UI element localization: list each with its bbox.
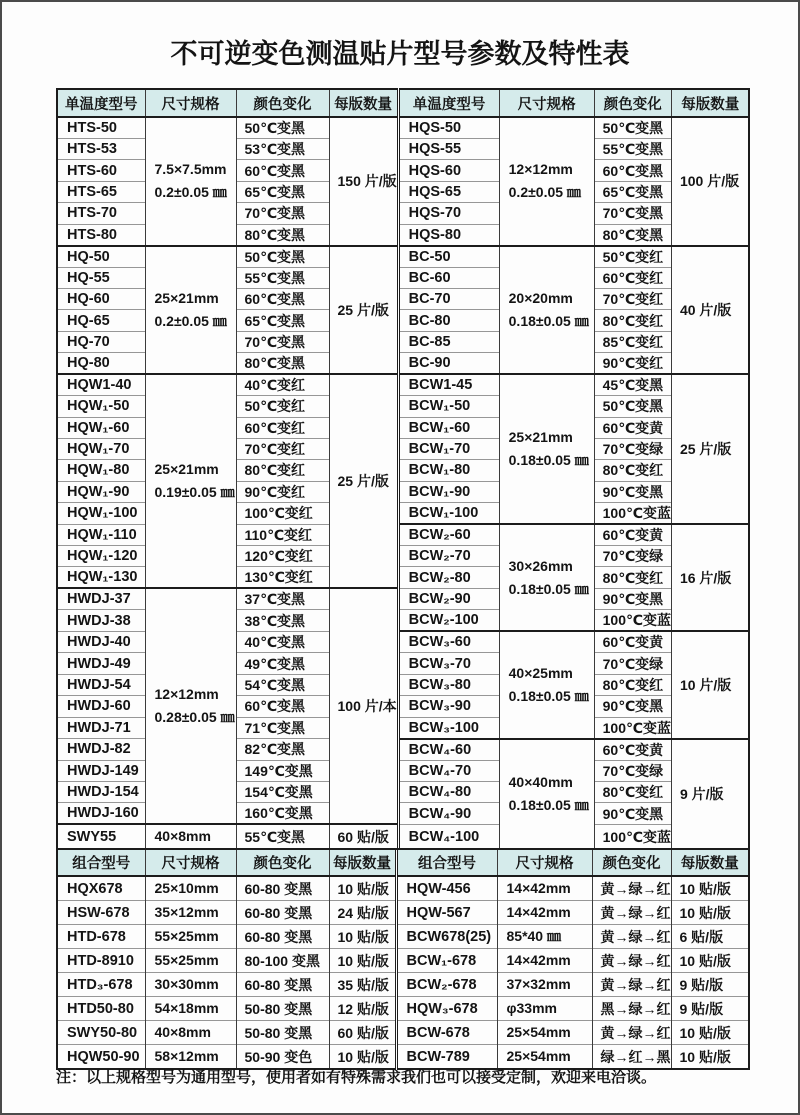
model-cell: SWY50-80	[57, 1021, 145, 1045]
size-cell: 14×42mm	[497, 876, 592, 901]
model-cell: HQW₁-130	[57, 567, 145, 589]
model-cell: HWDJ-49	[57, 653, 145, 674]
model-cell: HTS-50	[57, 117, 145, 139]
column-header: 单温度型号	[57, 89, 145, 117]
qty-cell: 10 贴/版	[329, 1045, 396, 1070]
qty-cell: 10 贴/版	[671, 1021, 749, 1045]
size-cell: 25×21mm 0.18±0.05 ㎜	[499, 374, 594, 524]
model-cell: BCW678(25)	[396, 925, 497, 949]
color-cell: 65℃变黑	[236, 181, 329, 202]
color-cell: 黄→绿→红	[592, 876, 671, 901]
size-cell: 20×20mm 0.18±0.05 ㎜	[499, 246, 594, 375]
size-cell: 25×10mm	[145, 876, 236, 901]
model-cell: BC-85	[398, 331, 499, 352]
model-cell: BCW₄-90	[398, 803, 499, 825]
model-cell: HTD-678	[57, 925, 145, 949]
model-cell: BCW1-45	[398, 374, 499, 396]
model-cell: HQX678	[57, 876, 145, 901]
column-header: 组合型号	[396, 849, 497, 876]
qty-cell: 12 贴/版	[329, 997, 396, 1021]
model-cell: BCW₃-80	[398, 674, 499, 695]
color-cell: 黄→绿→红	[592, 925, 671, 949]
color-cell: 40℃变黑	[236, 631, 329, 653]
color-cell: 38℃变黑	[236, 610, 329, 632]
color-cell: 54℃变黑	[236, 674, 329, 695]
qty-cell: 25 片/版	[329, 374, 398, 588]
model-cell: HTS-70	[57, 203, 145, 224]
color-cell: 110℃变红	[236, 524, 329, 546]
color-cell: 80℃变红	[594, 567, 671, 589]
model-cell: HQW1-40	[57, 374, 145, 396]
size-cell: 25×21mm 0.19±0.05 ㎜	[145, 374, 236, 588]
model-cell: HWDJ-160	[57, 803, 145, 825]
column-header: 单温度型号	[398, 89, 499, 117]
color-cell: 70℃变红	[236, 438, 329, 459]
color-cell: 130℃变红	[236, 567, 329, 589]
color-cell: 60℃变黄	[594, 417, 671, 438]
table-row	[57, 246, 749, 268]
color-cell: 55℃变黑	[236, 824, 329, 849]
model-cell: HTD50-80	[57, 997, 145, 1021]
size-cell: 55×25mm	[145, 925, 236, 949]
color-cell: 154℃变黑	[236, 782, 329, 803]
model-cell: BCW₄-100	[398, 824, 499, 849]
qty-cell: 24 贴/版	[329, 901, 396, 925]
color-cell: 50℃变黑	[236, 117, 329, 139]
model-cell: BCW₂-70	[398, 546, 499, 567]
tables-wrapper	[56, 88, 750, 1070]
model-cell: HQS-55	[398, 139, 499, 160]
column-header: 尺寸规格	[497, 849, 592, 876]
model-cell: HTS-60	[57, 160, 145, 181]
color-cell: 60℃变黄	[594, 631, 671, 653]
single-header-row	[57, 89, 749, 117]
model-cell: HQ-70	[57, 331, 145, 352]
color-cell: 50℃变红	[236, 396, 329, 417]
table-row	[57, 973, 749, 997]
qty-cell: 60 贴/版	[329, 1021, 396, 1045]
model-cell: BCW₂-80	[398, 567, 499, 589]
color-cell: 60℃变红	[236, 417, 329, 438]
model-cell: HQW-567	[396, 901, 497, 925]
size-cell: 14×42mm	[497, 901, 592, 925]
model-cell: HTD-8910	[57, 949, 145, 973]
model-cell: BCW₂-90	[398, 588, 499, 610]
table-row	[57, 949, 749, 973]
qty-cell: 10 贴/版	[671, 901, 749, 925]
size-cell: 7.5×7.5mm 0.2±0.05 ㎜	[145, 117, 236, 246]
color-cell: 55℃变黑	[594, 139, 671, 160]
color-cell: 黄→绿→红	[592, 973, 671, 997]
model-cell: BCW₁-90	[398, 481, 499, 502]
size-cell: 40×40mm 0.18±0.05 ㎜	[499, 739, 594, 850]
model-cell: BCW₁-60	[398, 417, 499, 438]
model-cell: HQ-65	[57, 310, 145, 331]
size-cell: 55×25mm	[145, 949, 236, 973]
color-cell: 70℃变黑	[594, 203, 671, 224]
model-cell: HQW-456	[396, 876, 497, 901]
color-cell: 45℃变黑	[594, 374, 671, 396]
model-cell: HWDJ-154	[57, 782, 145, 803]
color-cell: 80℃变红	[594, 674, 671, 695]
table-row	[57, 374, 749, 396]
column-header: 颜色变化	[594, 89, 671, 117]
color-cell: 90℃变黑	[594, 481, 671, 502]
qty-cell: 10 贴/版	[671, 876, 749, 901]
model-cell: HWDJ-37	[57, 588, 145, 610]
model-cell: BC-70	[398, 288, 499, 309]
column-header: 颜色变化	[592, 849, 671, 876]
color-cell: 80℃变红	[236, 460, 329, 481]
color-cell: 50-90 变色	[236, 1045, 329, 1070]
color-cell: 100℃变蓝	[594, 503, 671, 525]
color-cell: 50℃变黑	[594, 117, 671, 139]
color-cell: 黑→绿→红	[592, 997, 671, 1021]
qty-cell: 10 贴/版	[329, 925, 396, 949]
color-cell: 71℃变黑	[236, 717, 329, 739]
qty-cell: 10 贴/版	[329, 949, 396, 973]
qty-cell: 100 片/版	[671, 117, 749, 246]
column-header: 颜色变化	[236, 89, 329, 117]
model-cell: BC-80	[398, 310, 499, 331]
qty-cell: 25 片/版	[329, 246, 398, 375]
qty-cell: 40 片/版	[671, 246, 749, 375]
table-row	[57, 117, 749, 139]
color-cell: 85℃变红	[594, 331, 671, 352]
qty-cell: 35 贴/版	[329, 973, 396, 997]
color-cell: 160℃变黑	[236, 803, 329, 825]
model-cell: HQW50-90	[57, 1045, 145, 1070]
model-cell: HQW₁-80	[57, 460, 145, 481]
qty-cell: 150 片/版	[329, 117, 398, 246]
model-cell: BCW-678	[396, 1021, 497, 1045]
model-cell: BCW₁-80	[398, 460, 499, 481]
model-cell: BCW₂-60	[398, 524, 499, 546]
size-cell: 12×12mm 0.28±0.05 ㎜	[145, 588, 236, 824]
size-cell: 25×54mm	[497, 1045, 592, 1070]
color-cell: 82℃变黑	[236, 739, 329, 761]
column-header: 尺寸规格	[145, 89, 236, 117]
size-cell: 40×25mm 0.18±0.05 ㎜	[499, 631, 594, 738]
model-cell: SWY55	[57, 824, 145, 849]
column-header: 颜色变化	[236, 849, 329, 876]
model-cell: HQW₁-60	[57, 417, 145, 438]
color-cell: 80℃变红	[594, 782, 671, 803]
color-cell: 50℃变黑	[236, 246, 329, 268]
column-header: 每版数量	[671, 849, 749, 876]
model-cell: HQ-50	[57, 246, 145, 268]
color-cell: 60℃变红	[594, 267, 671, 288]
table-row	[57, 997, 749, 1021]
color-cell: 40℃变红	[236, 374, 329, 396]
model-cell: BCW₂-100	[398, 610, 499, 632]
model-cell: HWDJ-60	[57, 696, 145, 717]
model-cell: BCW₃-60	[398, 631, 499, 653]
size-cell: 40×8mm	[145, 824, 236, 849]
model-cell: HWDJ-82	[57, 739, 145, 761]
table-row	[57, 901, 749, 925]
model-cell: BCW₃-70	[398, 653, 499, 674]
color-cell: 60-80 变黑	[236, 901, 329, 925]
qty-cell: 9 贴/版	[671, 997, 749, 1021]
color-cell: 50-80 变黑	[236, 1021, 329, 1045]
model-cell: BC-60	[398, 267, 499, 288]
color-cell: 黄→绿→红	[592, 1021, 671, 1045]
model-cell: HQS-65	[398, 181, 499, 202]
column-header: 尺寸规格	[499, 89, 594, 117]
model-cell: BCW₄-70	[398, 760, 499, 781]
color-cell: 50℃变红	[594, 246, 671, 268]
color-cell: 60℃变黑	[236, 696, 329, 717]
model-cell: HQ-55	[57, 267, 145, 288]
color-cell: 100℃变蓝	[594, 824, 671, 849]
model-cell: HQ-80	[57, 353, 145, 375]
color-cell: 149℃变黑	[236, 760, 329, 781]
model-cell: HQW₁-70	[57, 438, 145, 459]
model-cell: HWDJ-54	[57, 674, 145, 695]
color-cell: 55℃变黑	[236, 267, 329, 288]
qty-cell: 16 片/版	[671, 524, 749, 631]
color-cell: 60℃变黑	[236, 288, 329, 309]
model-cell: HWDJ-71	[57, 717, 145, 739]
footer-note: 注：以上规格型号为通用型号，使用者如有特殊需求我们也可以接受定制，欢迎来电洽谈。	[56, 1069, 657, 1086]
color-cell: 60-80 变黑	[236, 876, 329, 901]
color-cell: 黄→绿→红	[592, 949, 671, 973]
model-cell: HSW-678	[57, 901, 145, 925]
model-cell: BCW₄-60	[398, 739, 499, 761]
color-cell: 60-80 变黑	[236, 973, 329, 997]
table-row	[57, 1021, 749, 1045]
color-cell: 60℃变黑	[236, 160, 329, 181]
size-cell: 85*40 ㎜	[497, 925, 592, 949]
combo-table	[56, 848, 750, 1070]
size-cell: 58×12mm	[145, 1045, 236, 1070]
color-cell: 70℃变绿	[594, 438, 671, 459]
color-cell: 绿→红→黑	[592, 1045, 671, 1070]
color-cell: 100℃变红	[236, 503, 329, 525]
color-cell: 100℃变蓝	[594, 610, 671, 632]
model-cell: HTS-65	[57, 181, 145, 202]
model-cell: HWDJ-38	[57, 610, 145, 632]
qty-cell: 25 片/版	[671, 374, 749, 524]
color-cell: 80℃变黑	[236, 353, 329, 375]
model-cell: HQW₁-100	[57, 503, 145, 525]
column-header: 尺寸规格	[145, 849, 236, 876]
table-row	[57, 824, 749, 849]
color-cell: 90℃变红	[594, 353, 671, 375]
color-cell: 100℃变蓝	[594, 717, 671, 739]
qty-cell: 60 贴/版	[329, 824, 398, 849]
color-cell: 70℃变黑	[236, 331, 329, 352]
model-cell: BCW₃-90	[398, 696, 499, 717]
model-cell: HQS-50	[398, 117, 499, 139]
color-cell: 50-80 变黑	[236, 997, 329, 1021]
table-row	[57, 588, 749, 610]
column-header: 每版数量	[329, 89, 398, 117]
model-cell: BCW-789	[396, 1045, 497, 1070]
model-cell: BCW₃-100	[398, 717, 499, 739]
model-cell: HQW₁-90	[57, 481, 145, 502]
size-cell: 35×12mm	[145, 901, 236, 925]
size-cell: φ33mm	[497, 997, 592, 1021]
table-row	[57, 876, 749, 901]
qty-cell: 100 片/本	[329, 588, 398, 824]
color-cell: 60℃变黄	[594, 739, 671, 761]
color-cell: 80℃变黑	[236, 224, 329, 246]
model-cell: HTD₃-678	[57, 973, 145, 997]
size-cell: 37×32mm	[497, 973, 592, 997]
color-cell: 70℃变绿	[594, 653, 671, 674]
color-cell: 70℃变红	[594, 288, 671, 309]
color-cell: 80℃变黑	[594, 224, 671, 246]
size-cell: 40×8mm	[145, 1021, 236, 1045]
qty-cell: 9 片/版	[671, 739, 749, 850]
model-cell: HQS-80	[398, 224, 499, 246]
qty-cell: 9 贴/版	[671, 973, 749, 997]
color-cell: 90℃变黑	[594, 588, 671, 610]
column-header: 组合型号	[57, 849, 145, 876]
model-cell: BCW₁-50	[398, 396, 499, 417]
color-cell: 80℃变红	[594, 310, 671, 331]
model-cell: HQW₁-110	[57, 524, 145, 546]
model-cell: HQS-70	[398, 203, 499, 224]
model-cell: HQ-60	[57, 288, 145, 309]
color-cell: 60-80 变黑	[236, 925, 329, 949]
color-cell: 80-100 变黑	[236, 949, 329, 973]
column-header: 每版数量	[671, 89, 749, 117]
model-cell: HQS-60	[398, 160, 499, 181]
color-cell: 70℃变绿	[594, 546, 671, 567]
combo-header-row	[57, 849, 749, 876]
model-cell: BCW₄-80	[398, 782, 499, 803]
single-temp-table	[56, 88, 750, 850]
size-cell: 30×30mm	[145, 973, 236, 997]
model-cell: BCW₂-678	[396, 973, 497, 997]
color-cell: 90℃变红	[236, 481, 329, 502]
table-row	[57, 925, 749, 949]
size-cell: 12×12mm 0.2±0.05 ㎜	[499, 117, 594, 246]
size-cell: 25×21mm 0.2±0.05 ㎜	[145, 246, 236, 375]
qty-cell: 10 片/版	[671, 631, 749, 738]
color-cell: 65℃变黑	[236, 310, 329, 331]
model-cell: HQW₁-120	[57, 546, 145, 567]
color-cell: 90℃变黑	[594, 696, 671, 717]
color-cell: 37℃变黑	[236, 588, 329, 610]
model-cell: BC-90	[398, 353, 499, 375]
model-cell: HQW₃-678	[396, 997, 497, 1021]
column-header: 每版数量	[329, 849, 396, 876]
color-cell: 90℃变黑	[594, 803, 671, 825]
qty-cell: 6 贴/版	[671, 925, 749, 949]
color-cell: 70℃变绿	[594, 760, 671, 781]
size-cell: 25×54mm	[497, 1021, 592, 1045]
model-cell: BCW₁-100	[398, 503, 499, 525]
model-cell: HTS-80	[57, 224, 145, 246]
color-cell: 120℃变红	[236, 546, 329, 567]
color-cell: 49℃变黑	[236, 653, 329, 674]
model-cell: HWDJ-149	[57, 760, 145, 781]
size-cell: 30×26mm 0.18±0.05 ㎜	[499, 524, 594, 631]
qty-cell: 10 贴/版	[671, 1045, 749, 1070]
qty-cell: 10 贴/版	[671, 949, 749, 973]
qty-cell: 10 贴/版	[329, 876, 396, 901]
model-cell: BC-50	[398, 246, 499, 268]
size-cell: 14×42mm	[497, 949, 592, 973]
model-cell: BCW₁-70	[398, 438, 499, 459]
model-cell: HTS-53	[57, 139, 145, 160]
model-cell: HWDJ-40	[57, 631, 145, 653]
model-cell: HQW₁-50	[57, 396, 145, 417]
color-cell: 黄→绿→红	[592, 901, 671, 925]
color-cell: 70℃变黑	[236, 203, 329, 224]
color-cell: 65℃变黑	[594, 181, 671, 202]
color-cell: 53℃变黑	[236, 139, 329, 160]
color-cell: 60℃变黄	[594, 524, 671, 546]
color-cell: 60℃变黑	[594, 160, 671, 181]
size-cell: 54×18mm	[145, 997, 236, 1021]
model-cell: BCW₁-678	[396, 949, 497, 973]
color-cell: 80℃变红	[594, 460, 671, 481]
page-title: 不可逆变色测温贴片型号参数及特性表	[170, 39, 630, 69]
color-cell: 50℃变黑	[594, 396, 671, 417]
